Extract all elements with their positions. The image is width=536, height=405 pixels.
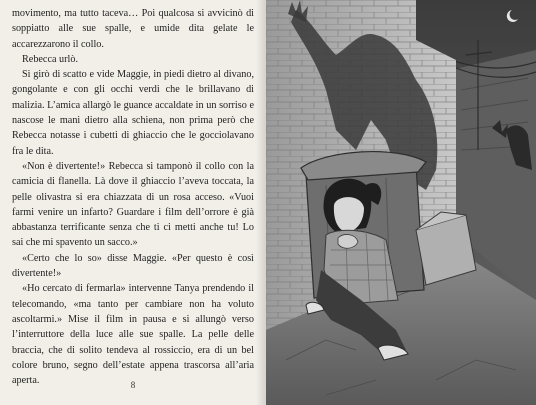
paragraph-5: «Certo che lo so» disse Maggie. «Per questo è così divertente!»: [12, 252, 254, 280]
paragraph-2: Rebecca urlò.: [22, 53, 79, 65]
paragraph-1: movimento, ma tutto taceva… Poi qualcosa si avvicinò di soppiatto alle sue spalle, e umide dita gelate le accarezzarono il collo.: [12, 8, 254, 50]
paragraph-6: «Ho cercato di fermarla» intervenne Tanya prendendo il telecomando, «ma tanto per cambiare non ha voluto ascoltarmi.» Mise il film in pausa e si allungò verso l’interruttore della luce alle sue spalle. La pelle delle braccia, che di solito tendeva al rossiccio, era di un bel colore bruno, segno dell’estate appena trascorsa all’aria aperta.: [12, 283, 254, 387]
story-text: [12, 6, 254, 388]
left-page: [0, 0, 266, 405]
gutter-shadow: [256, 0, 266, 405]
alley-illustration: [266, 0, 536, 405]
page-number: 8: [130, 380, 136, 390]
paragraph-4: «Non è divertente!» Rebecca si tamponò il collo con la camicia di flanella. Là dove il ghiaccio l’aveva toccata, la pelle olivastra si era chiazzata di un rosa acceso. «Vuoi farmi venire un infarto? Guardare i film dell’orrore è già abbastanza terrificante senza che ti ci metti anche tu! Lo sai che mi spavento un sacco.»: [12, 160, 254, 249]
paragraph-3: Si girò di scatto e vide Maggie, in piedi dietro al divano, gongolante e con gli occhi verdi che le brillavano di malizia. L’amica allargò le guance accaldate in un sorriso e nascose le mani dietro alla schiena, non prima però che Rebecca notasse i cubetti di ghiaccio che le gocciolavano fra le dita.: [12, 69, 254, 157]
right-page-illustration: [266, 0, 536, 405]
